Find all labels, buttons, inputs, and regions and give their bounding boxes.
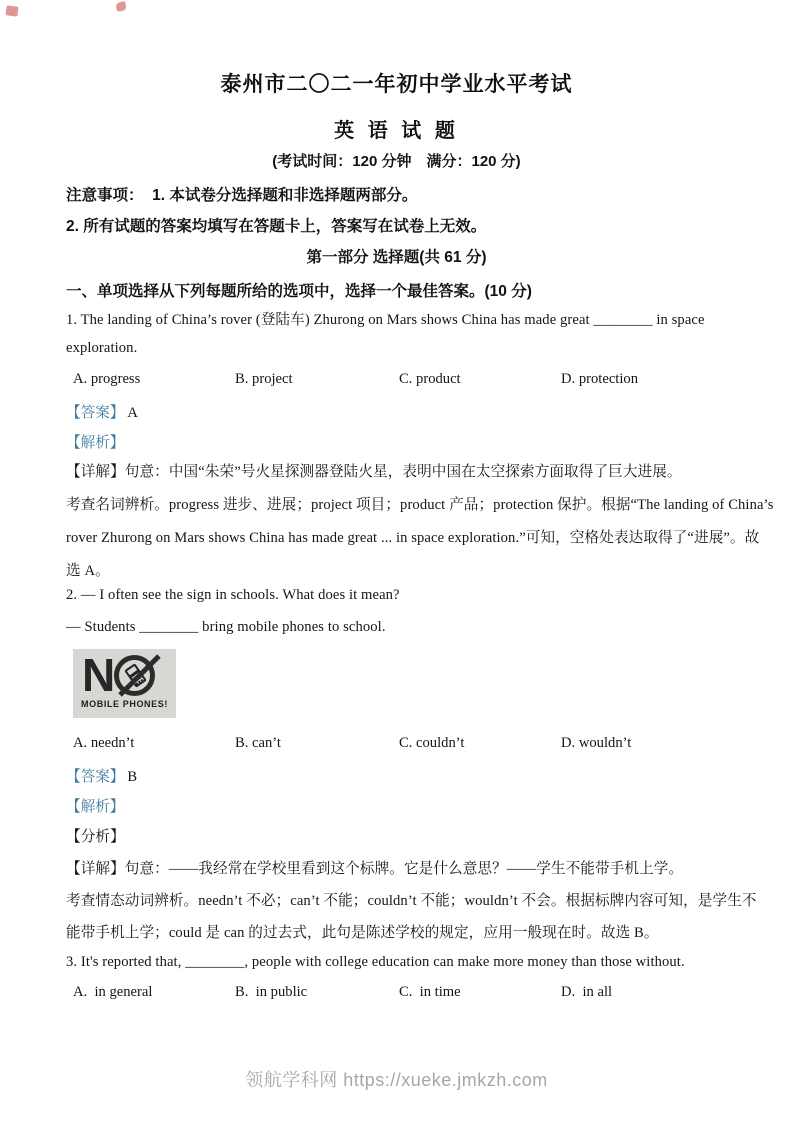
q2-detail-line3: 能带手机上学；could 是 can 的过去式，此句是陈述学校的规定，应用一般现在时。故选 B。 <box>66 925 659 941</box>
q2-stem-line1: 2. — I often see the sign in schools. What does it mean? <box>66 587 400 603</box>
q1-option-d: D. protection <box>561 371 639 387</box>
q2-answer-value: B <box>127 769 138 785</box>
exam-title: 泰州市二〇二一年初中学业水平考试 <box>220 73 573 96</box>
sign-label: MOBILE PHONES! <box>81 699 168 709</box>
q3-option-c: C. in time <box>399 984 461 1000</box>
q2-option-a: A. needn’t <box>73 735 135 751</box>
notice-line-1: 注意事项： 1. 本试卷分选择题和非选择题两部分。 <box>66 187 418 204</box>
q2-answer-label: 【答案】 <box>66 769 125 785</box>
q1-option-a: A. progress <box>73 371 141 387</box>
notice-line-2: 2. 所有试题的答案均填写在答题卡上，答案写在试卷上无效。 <box>66 218 487 235</box>
q2-option-d: D. wouldn’t <box>561 735 632 751</box>
q1-answer-line <box>66 401 138 422</box>
q1-stem-line2: exploration. <box>66 340 138 356</box>
q2-detail-line1: 【详解】句意：——我经常在学校里看到这个标牌。它是什么意思？——学生不能带手机上学。 <box>66 861 684 877</box>
q3-stem-line1: 3. It's reported that, ________, people with college education can make more money than those without. <box>66 954 685 970</box>
q1-detail-line2: 考查名词辨析。progress 进步、进展；project 项目；product 产品；protection 保护。根据“The landing of China’s <box>66 497 774 513</box>
red-artifact-mark-1 <box>5 5 18 17</box>
q3-option-a: A. in general <box>73 984 153 1000</box>
section1-title: 一、单项选择从下列每题所给的选项中，选择一个最佳答案。(10 分) <box>66 283 532 300</box>
watermark: 领航学科网 https://xueke.jmkzh.com <box>245 1070 548 1090</box>
prohibition-slash-icon <box>119 654 161 696</box>
red-artifact-mark-2 <box>115 1 127 12</box>
q1-detail-line3: rover Zhurong on Mars shows China has made great ... in space exploration.”可知，空格处表达取得了“进展”。故 <box>66 530 760 546</box>
q1-option-c: C. product <box>399 371 461 387</box>
q1-detail-line1: 【详解】句意：中国“朱荣”号火星探测器登陆火星，表明中国在太空探索方面取得了巨大进展。 <box>66 464 682 480</box>
q1-stem-line1: 1. The landing of China’s rover (登陆车) Zhurong on Mars shows China has made great ________ in space <box>66 312 705 328</box>
no-phone-icon <box>114 655 155 696</box>
no-mobile-phones-sign <box>73 649 176 718</box>
q2-analysis-label: 【解析】 <box>66 799 125 815</box>
sign-letter-n: N <box>82 649 114 701</box>
q1-analysis-label: 【解析】 <box>66 435 125 451</box>
q1-answer-label: 【答案】 <box>66 405 125 421</box>
q1-answer-value: A <box>127 405 138 421</box>
q2-option-b: B. can’t <box>235 735 281 751</box>
exam-info: (考试时间：120 分钟 满分：120 分) <box>272 153 521 170</box>
q2-stem-line2: — Students ________ bring mobile phones to school. <box>66 619 386 635</box>
q1-detail-line4: 选 A。 <box>66 563 110 579</box>
q2-detail-line2: 考查情态动词辨析。needn’t 不必；can’t 不能；couldn’t 不能；wouldn’t 不会。根据标牌内容可知，是学生不 <box>66 893 757 909</box>
exam-subject: 英 语 试 题 <box>334 120 459 142</box>
sign-graphic <box>73 649 176 701</box>
q1-option-b: B. project <box>235 371 293 387</box>
q2-fenxi-label: 【分析】 <box>66 829 125 845</box>
q2-option-c: C. couldn’t <box>399 735 465 751</box>
q2-answer-line <box>66 765 137 786</box>
q3-option-d: D. in all <box>561 984 613 1000</box>
q3-option-b: B. in public <box>235 984 308 1000</box>
part1-title: 第一部分 选择题(共 61 分) <box>306 249 487 266</box>
